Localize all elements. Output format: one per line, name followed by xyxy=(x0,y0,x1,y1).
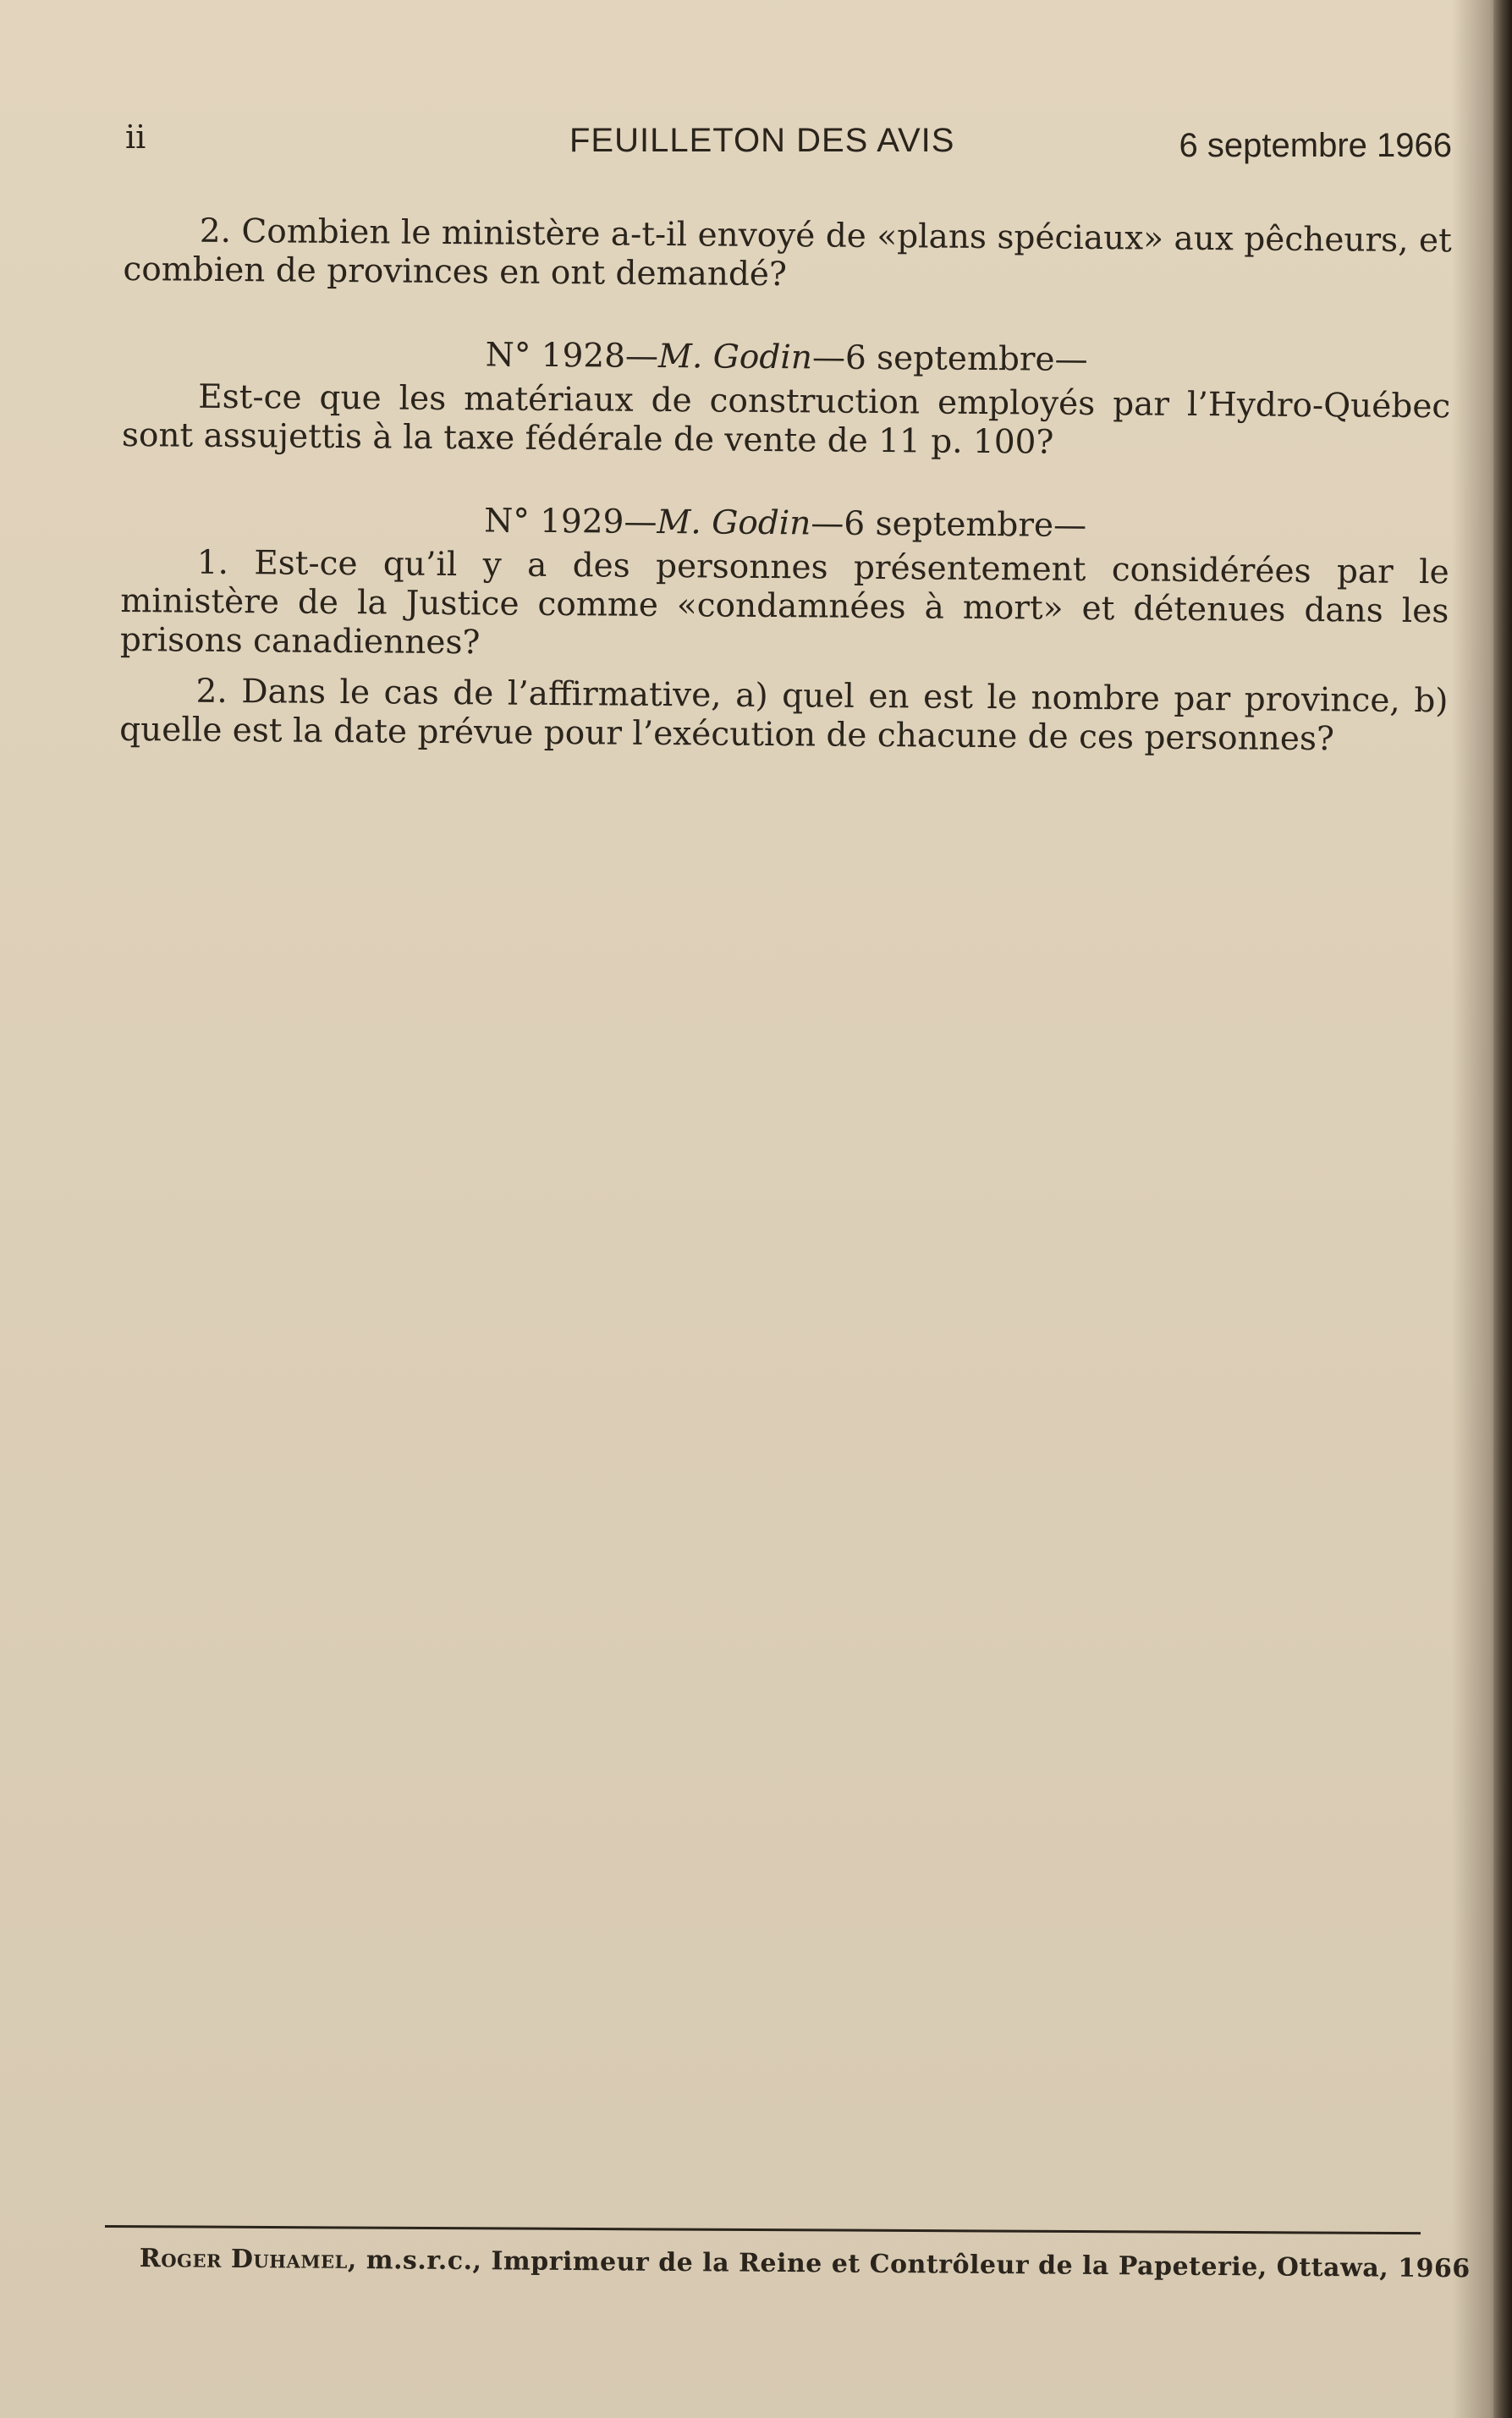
footer-rule xyxy=(105,2225,1421,2234)
question-paragraph: 2. Combien le ministère a-t-il envoyé de «plans spéciaux» aux pêcheurs, et combien de provinces en ont demandé? xyxy=(123,212,1452,294)
question-paragraph: 2. Dans le cas de l’affirmative, a) quel en est le nombre par province, b) quelle est la date prévue pour l’exécution de chacune de ces personnes? xyxy=(119,672,1449,759)
notice-date: —6 septembre— xyxy=(811,338,1088,379)
notice-member: M. Godin xyxy=(657,503,811,543)
header-date: 6 septembre 1966 xyxy=(1179,127,1452,164)
notice-date: —6 septembre— xyxy=(811,504,1087,545)
page-number: ii xyxy=(125,118,146,156)
page-body xyxy=(119,212,1452,760)
printer-name: Roger Duhamel xyxy=(139,2244,349,2275)
notice-heading-1929 xyxy=(121,499,1449,548)
imprint-text: , m.s.r.c., Imprimeur de la Reine et Contrôleur de la Papeterie, Ottawa, 1966 xyxy=(347,2245,1471,2284)
notice-heading-1928 xyxy=(123,333,1451,382)
page-header xyxy=(125,118,1452,169)
notice-number: N° 1929— xyxy=(484,502,657,541)
question-paragraph: Est-ce que les matériaux de construction employés par l’Hydro-Québec sont assujettis à la taxe fédérale de vente de 11 p. 100? xyxy=(121,377,1451,462)
notice-member: M. Godin xyxy=(657,337,813,377)
notice-number: N° 1928— xyxy=(485,336,659,376)
page-edge-shadow xyxy=(1493,0,1512,2418)
printer-imprint xyxy=(139,2244,1471,2284)
running-title: FEUILLETON DES AVIS xyxy=(569,122,955,159)
question-paragraph: 1. Est-ce qu’il y a des personnes présentement considérées par le ministère de la Justice comme «condamnées à mort» et détenues dans les prisons canadiennes? xyxy=(119,543,1449,662)
